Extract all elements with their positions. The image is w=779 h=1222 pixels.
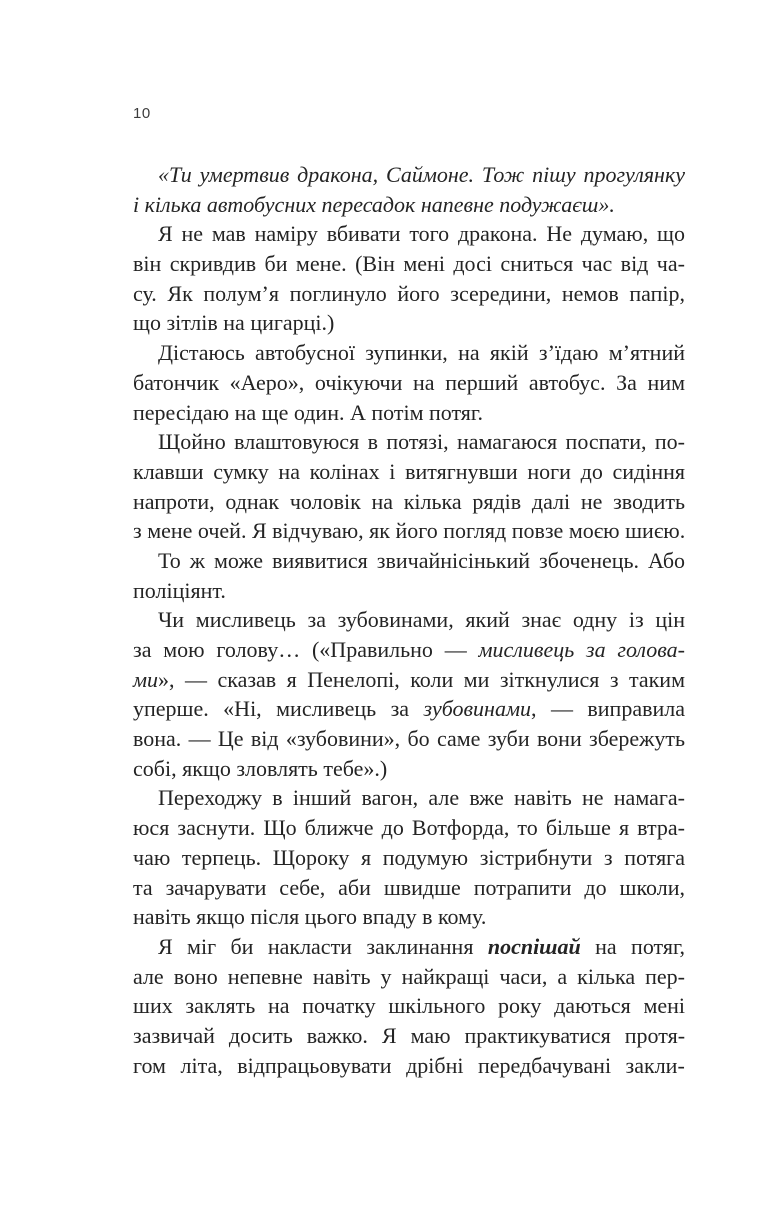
text-run-italic: мисливець за голова- — [478, 637, 686, 662]
text-run: », — сказав я Пенелопі, коли ми зіткнулися з таким — [158, 666, 685, 692]
text-run: собі, якщо зловлять тебе».) — [133, 755, 388, 781]
text-line — [133, 457, 685, 487]
text-line — [133, 724, 685, 754]
text-line — [133, 368, 685, 398]
text-line — [133, 190, 685, 220]
text-line — [133, 1021, 685, 1051]
text-line — [133, 546, 685, 576]
page-number: 10 — [133, 105, 151, 122]
text-line — [133, 665, 685, 695]
text-line — [133, 754, 685, 784]
text-run: Переходжу в інший вагон, але вже навіть не намага- — [158, 785, 685, 811]
text-line — [133, 783, 685, 813]
page-text — [133, 160, 685, 1080]
text-line — [133, 1051, 685, 1081]
text-line — [133, 635, 685, 665]
text-run-bold-italic: поспішай — [487, 933, 581, 959]
text-line — [133, 308, 685, 338]
text-line — [133, 694, 685, 724]
text-run-italic: зубовинами — [423, 696, 531, 722]
text-run: Щойно влаштовуюся в потязі, намагаюся поспати, по- — [158, 429, 685, 455]
text-run: він скривдив би мене. (Він мені досі сниться час від ча- — [133, 251, 685, 277]
text-run: зазвичай досить важко. Я маю практикуватися протя- — [133, 1022, 686, 1048]
text-run-italic: ми — [133, 666, 159, 692]
text-run: напроти, однак чоловік на кілька рядів далі не зводить — [133, 488, 685, 514]
text-line — [133, 398, 685, 428]
text-run: уперше. «Ні, мисливець за — [133, 696, 424, 722]
text-line — [133, 962, 685, 992]
text-run: батончик «Аеро», очікуючи на перший автобус. За ним — [133, 369, 686, 395]
text-line — [133, 160, 685, 190]
text-run: То ж може виявитися звичайнісінький збоченець. Або — [158, 547, 686, 573]
text-line — [133, 843, 685, 873]
text-run: вона. — Це від «зубовини», бо саме зуби вони збережуть — [133, 726, 685, 752]
text-run: Я не мав наміру вбивати того дракона. Не думаю, що — [158, 221, 685, 247]
text-line — [133, 873, 685, 903]
text-line — [133, 487, 685, 517]
text-line — [133, 427, 685, 457]
text-run: юся заснути. Що ближче до Вотфорда, то більше я втра- — [133, 815, 685, 841]
text-run: Я міг би накласти заклинання — [158, 933, 488, 959]
text-run: Дістаюсь автобусної зупинки, на якій з’їдаю м’ятний — [158, 340, 686, 366]
text-run: за мою голову… («Правильно — — [133, 637, 479, 662]
text-run: су. Як полум’я поглинуло його зсередини, немов папір, — [133, 280, 686, 306]
text-run: Чи мисливець за зубовинами, який знає одну із цін — [158, 607, 686, 633]
text-run: навіть якщо після цього впаду в кому. — [133, 904, 487, 930]
text-line — [133, 902, 685, 932]
text-run: на потяг, — [580, 933, 686, 959]
text-run: чаю терпець. Щороку я подумую зістрибнути з потяга — [133, 844, 685, 870]
text-line — [133, 991, 685, 1021]
text-line — [133, 932, 685, 962]
text-line — [133, 576, 685, 606]
text-run: що зітлів на цигарці.) — [133, 310, 335, 336]
text-line — [133, 338, 685, 368]
text-run: пересідаю на ще один. А потім потяг. — [133, 399, 483, 425]
text-run: гом літа, відпрацьовувати дрібні передбачувані закли- — [133, 1052, 685, 1078]
text-run-italic: «Ти умертвив дракона, Саймоне. Тож пішу прогулянку — [158, 162, 686, 187]
text-line — [133, 516, 685, 546]
text-run: поліціянт. — [133, 577, 226, 603]
text-line — [133, 813, 685, 843]
text-line — [133, 219, 685, 249]
text-run: з мене очей. Я відчуваю, як його погляд повзе моєю шиєю. — [133, 518, 686, 544]
text-line — [133, 605, 685, 635]
text-run: клавши сумку на колінах і витягнувши ноги до сидіння — [133, 458, 686, 484]
text-run: ших заклять на початку шкільного року даються мені — [133, 993, 686, 1019]
text-run: та зачарувати себе, аби швидше потрапити до школи, — [133, 874, 686, 900]
text-run: , — виправила — [531, 696, 685, 722]
text-line — [133, 249, 685, 279]
text-run: але воно непевне навіть у найкращі часи, а кілька пер- — [133, 963, 686, 989]
text-line — [133, 279, 685, 309]
text-run-italic: і кілька автобусних пересадок напевне подужаєш». — [133, 191, 615, 217]
